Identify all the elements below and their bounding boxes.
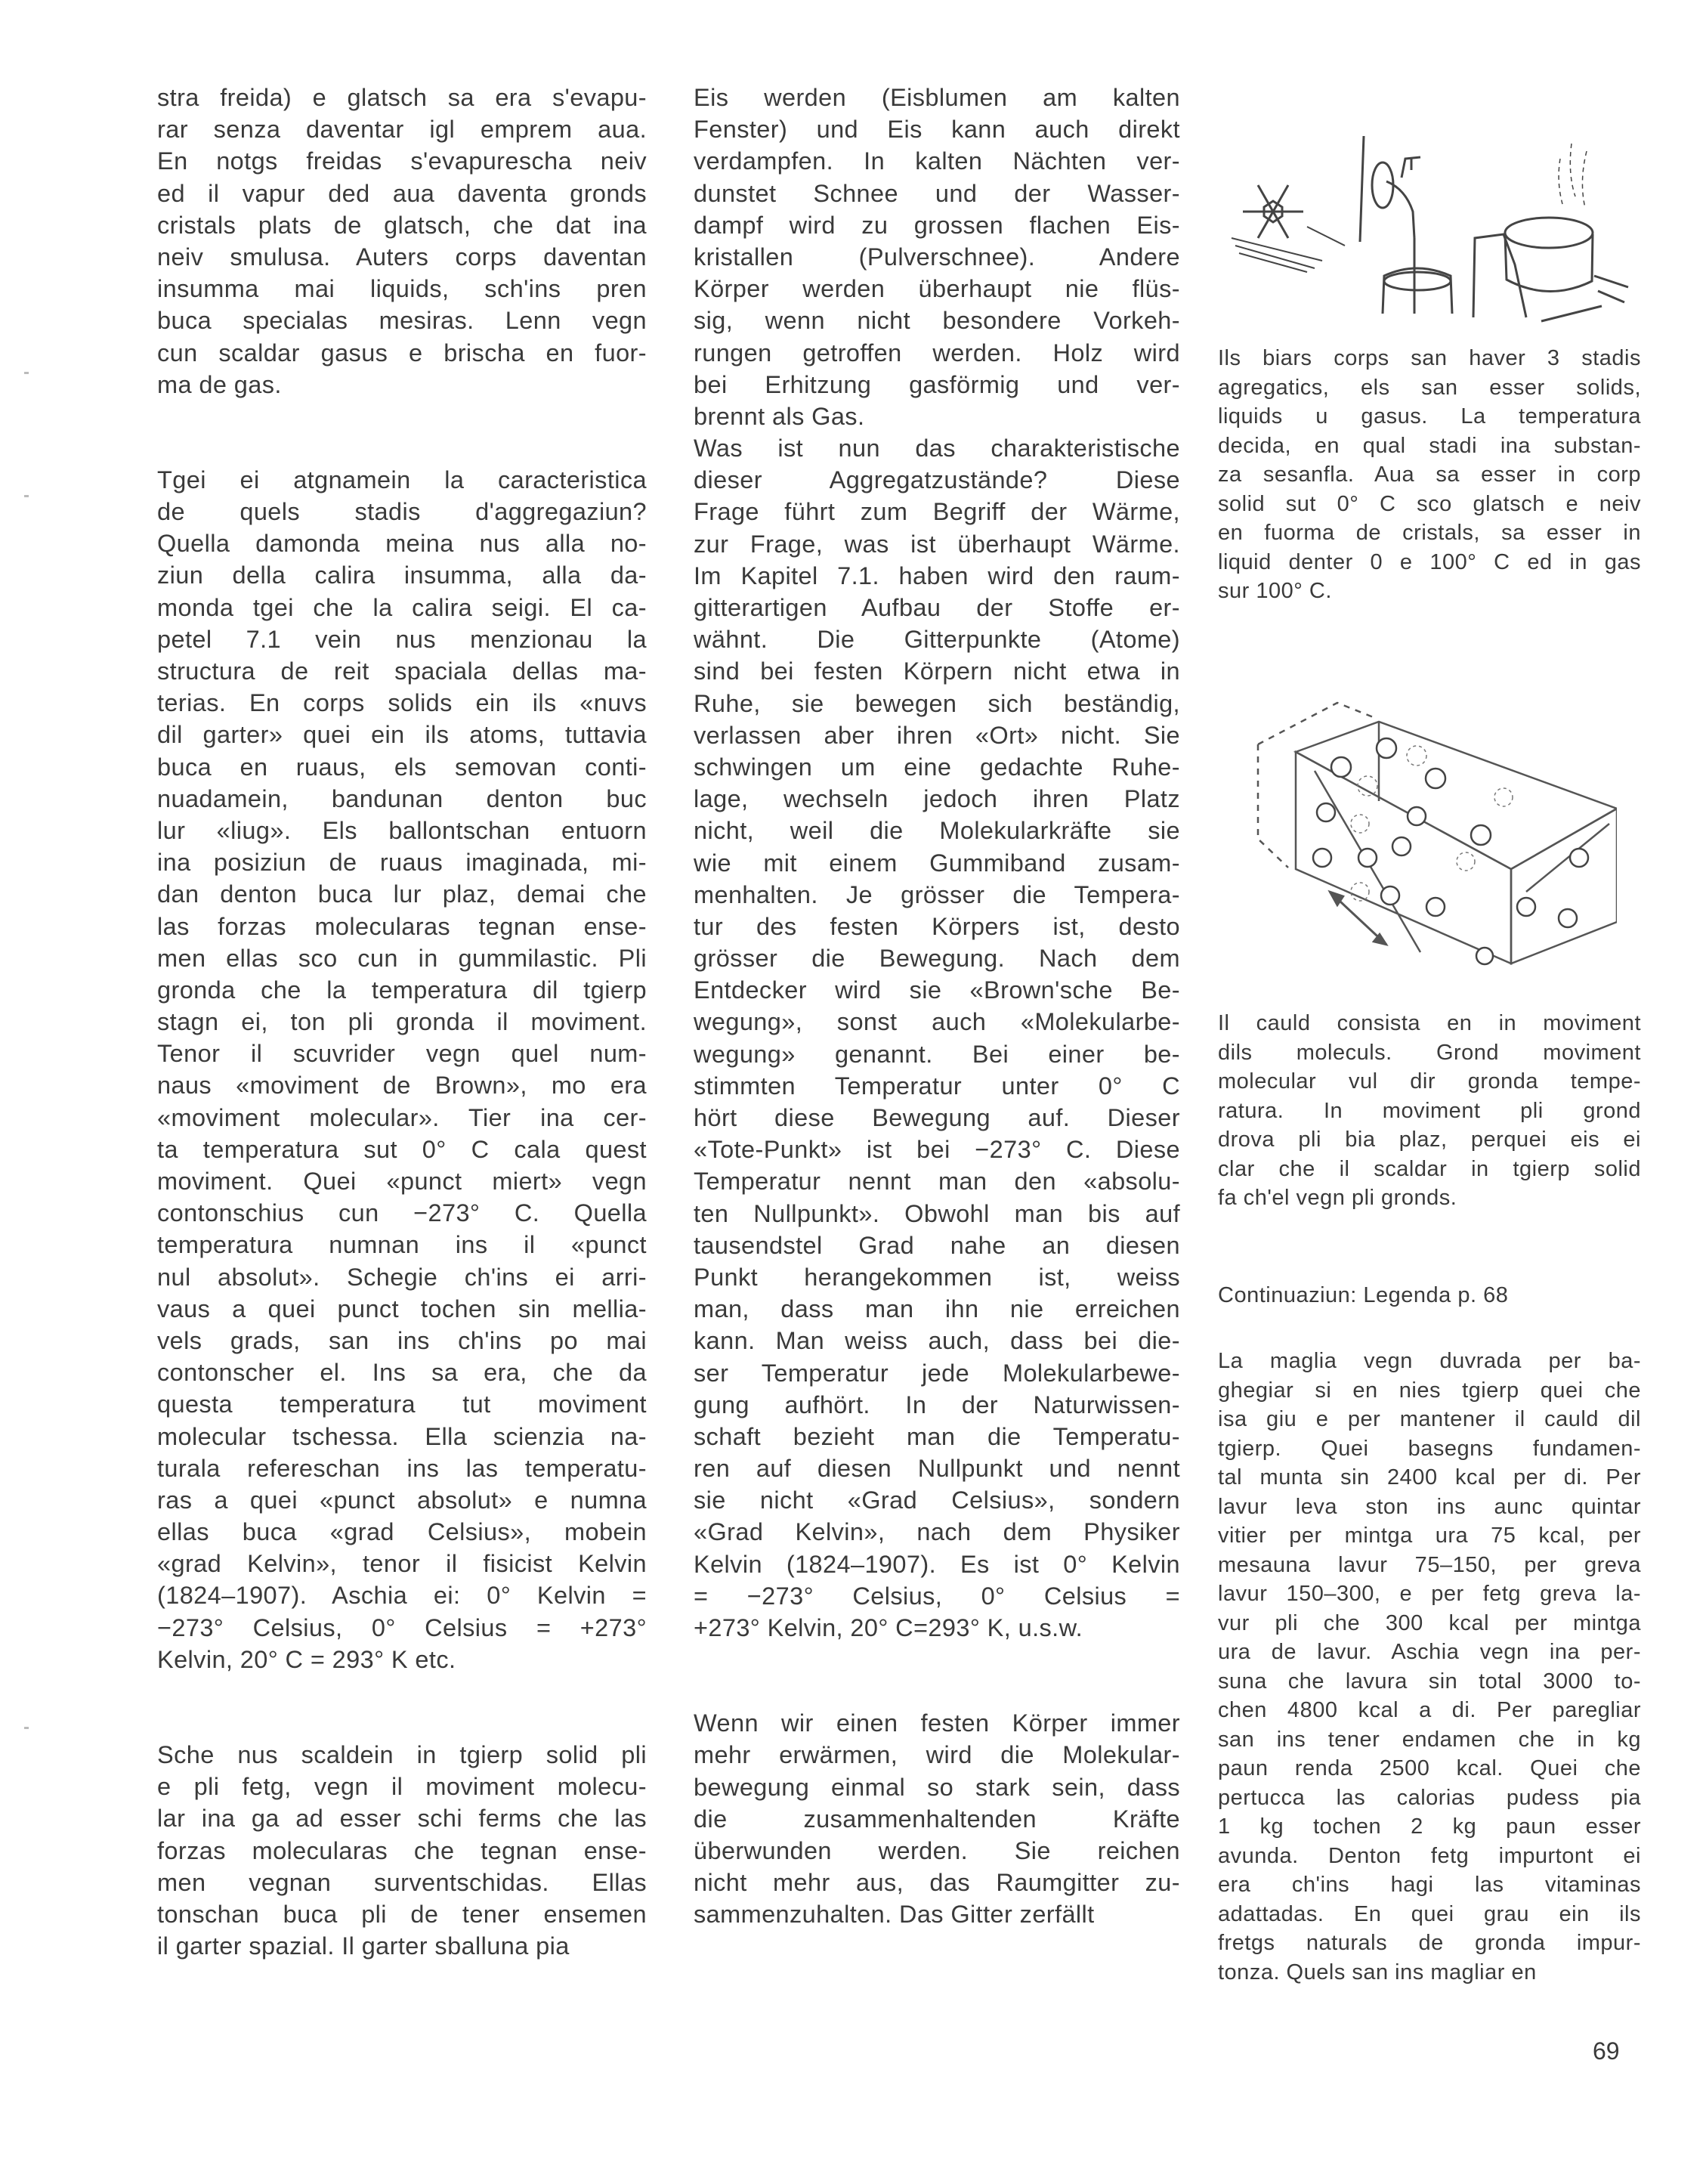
text-line: Punkt herangekommen ist, weiss (694, 1263, 1180, 1291)
text-line: fretgs naturals de gronda impur- (1218, 1931, 1641, 1955)
text-line: Wenn wir einen festen Körper immer (694, 1709, 1180, 1737)
text-line: mesauna lavur 75–150, per greva (1218, 1552, 1641, 1577)
text-line: tgierp. Quei basegns fundamen- (1218, 1436, 1641, 1461)
text-line: sie nicht «Grad Celsius», sondern (694, 1486, 1180, 1514)
text-line: molecular vul dir gronda tempe- (1218, 1069, 1641, 1094)
text-line: nicht mehr aus, das Raumgitter zu- (694, 1869, 1180, 1897)
scan-mark (24, 1727, 29, 1729)
text-line: structura de reit spaciala dellas ma- (157, 657, 647, 685)
text-line: en fuorma de cristals, sa esser in (1218, 521, 1641, 545)
text-line: vaus a quei punct tochen sin mellia- (157, 1295, 647, 1322)
text-line: chen 4800 kcal a di. Per paregliar (1218, 1698, 1641, 1722)
text-line: nuadamein, bandunan denton buc (157, 784, 647, 812)
text-line: hört diese Bewegung auf. Dieser (694, 1104, 1180, 1131)
text-line: ser Temperatur jede Molekularbewe- (694, 1359, 1180, 1387)
paragraph (157, 464, 647, 1675)
paragraph (694, 1707, 1180, 1930)
text-line: gung aufhört. In der Naturwissen- (694, 1391, 1180, 1418)
text-line: verdampfen. In kalten Nächten ver- (694, 147, 1180, 175)
text-line: lar ina ga ad esser schi ferms che las (157, 1805, 647, 1833)
text-line: lavur 150–300, e per fetg greva la- (1218, 1582, 1641, 1606)
text-line: gronda che la temperatura dil tgierp (157, 976, 647, 1004)
text-line: rungen getroffen werden. Holz wird (694, 339, 1180, 367)
text-line: brennt als Gas. (694, 402, 865, 430)
text-line: contonschius cun −273° C. Quella (157, 1199, 647, 1227)
text-line: las forzas molecularas tegnan ense- (157, 912, 647, 940)
text-line: paun renda 2500 kcal. Quei che (1218, 1756, 1641, 1780)
text-line: gitterartigen Aufbau der Stoffe er- (694, 594, 1180, 621)
text-line: cun scaldar gasus e brischa en fuor- (157, 339, 647, 367)
text-line: La maglia vegn duvrada per ba- (1218, 1349, 1641, 1373)
column-romansh-main (157, 82, 647, 1962)
text-line: Il cauld consista en in moviment (1218, 1011, 1641, 1035)
text-line: ed il vapur ded aua daventa gronds (157, 179, 647, 207)
states-of-matter-illustration (1216, 113, 1640, 333)
caption-text (1218, 344, 1641, 606)
text-line: ratura. In moviment pli grond (1218, 1098, 1641, 1123)
text-line: «grad Kelvin», tenor il fisicist Kelvin (157, 1550, 647, 1578)
text-line: sind bei festen Körpern nicht etwa in (694, 657, 1180, 685)
text-line: dampf wird zu grossen flachen Eis- (694, 211, 1180, 239)
text-line: era ch'ins hagi las vitaminas (1218, 1873, 1641, 1897)
text-line: men ellas sco cun in gummilastic. Pli (157, 944, 647, 972)
text-line: bewegung einmal so stark sein, dass (694, 1773, 1180, 1801)
text-line: solid sut 0° C sco glatsch e neiv (1218, 491, 1641, 516)
caption-states-of-matter (1218, 344, 1641, 606)
text-line: stra freida) e glatsch sa era s'evapu- (157, 84, 647, 111)
text-line: dil garter» quei ein ils atoms, tuttavia (157, 721, 647, 749)
continuation-note (1218, 1281, 1641, 1310)
text-line: Kelvin, 20° C = 293° K etc. (157, 1645, 456, 1673)
text-line: +273° Kelvin, 20° C=293° K, u.s.w. (694, 1614, 1083, 1641)
text-line: tal munta sin 2400 kcal per di. Per (1218, 1465, 1641, 1490)
text-line: vur pli che 300 kcal per mintga (1218, 1610, 1641, 1635)
text-line: ma de gas. (157, 370, 282, 398)
text-line: suna che lavura sin total 3000 to- (1218, 1669, 1641, 1694)
text-line: schaft bezieht man die Temperatu- (694, 1422, 1180, 1450)
text-line: überwunden werden. Sie reichen (694, 1836, 1180, 1864)
text-line: avunda. Denton fetg impurtont ei (1218, 1843, 1641, 1868)
text-line: lage, wechseln jedoch ihren Platz (694, 785, 1180, 813)
text-line: nul absolut». Schegie ch'ins ei arri- (157, 1263, 647, 1291)
text-line: ta temperatura sut 0° C cala quest (157, 1135, 647, 1163)
text-line: nicht, weil die Molekularkräfte sie (694, 817, 1180, 845)
text-line: ras a quei «punct absolut» e numna (157, 1486, 647, 1514)
page-number: 69 (1593, 2037, 1620, 2065)
text-line: Ruhe, sie bewegen sich beständig, (694, 689, 1180, 717)
scan-mark (24, 372, 29, 374)
atom-markers (1313, 738, 1588, 964)
text-line: san ins tener endamen che in kg (1218, 1727, 1641, 1752)
text-line: dils moleculs. Grond moviment (1218, 1040, 1641, 1065)
text-line: liquids u gasus. La temperatura (1218, 404, 1641, 428)
text-line: wie mit einem Gummiband zusam- (694, 849, 1180, 877)
caption-text (1218, 1009, 1641, 1213)
text-line: sig, wenn nicht besondere Vorkeh- (694, 307, 1180, 335)
text-line: wegung» genannt. Bei einer be- (694, 1040, 1180, 1068)
caption-molecular-motion (1218, 1009, 1641, 1213)
text-line: ghegiar si en nies tgierp quei che (1218, 1378, 1641, 1403)
text-line: stimmten Temperatur unter 0° C (694, 1072, 1180, 1100)
text-line: molecular tschessa. Ella scienzia na- (157, 1422, 647, 1450)
text-line: za sesanfla. Aua sa esser in corp (1218, 462, 1641, 487)
text-line: tausendstel Grad nahe an diesen (694, 1231, 1180, 1259)
text-line: turala refereschan ins las temperatu- (157, 1454, 647, 1482)
column-german-main (694, 82, 1180, 1931)
text-line: stagn ei, ton pli gronda il moviment. (157, 1008, 647, 1036)
text-line: isa giu e per mantener il cauld dil (1218, 1407, 1641, 1431)
text-line: = −273° Celsius, 0° Celsius = (694, 1582, 1180, 1610)
text-line: vitier per mintga ura 75 kcal, per (1218, 1524, 1641, 1548)
text-line: insumma mai liquids, sch'ins pren (157, 275, 647, 303)
text-line: ina posiziun de ruaus imaginada, mi- (157, 849, 647, 877)
text-line: Tgei ei atgnamein la caracteristica (157, 466, 647, 493)
text-line: dan denton buca lur plaz, demai che (157, 880, 647, 908)
crystal-lattice-illustration (1224, 665, 1617, 982)
text-line: decida, en qual stadi ina substan- (1218, 433, 1641, 458)
text-line: Quella damonda meina nus alla no- (157, 530, 647, 558)
legend-nutrition (1218, 1347, 1641, 1987)
text-line: En notgs freidas s'evapurescha neiv (157, 147, 647, 175)
text-line: cristals plats de glatsch, che dat ina (157, 211, 647, 239)
text-line: buca en ruaus, els semovan conti- (157, 753, 647, 781)
text-line: 1 kg tochen 2 kg paun esser (1218, 1814, 1641, 1839)
text-line: e pli fetg, vegn il moviment molecu- (157, 1773, 647, 1801)
text-line: «moviment molecular». Tier ina cer- (157, 1103, 647, 1131)
text-line: menhalten. Je grösser die Tempera- (694, 880, 1180, 908)
cooking-pot-icon (1473, 144, 1628, 321)
text-line: verlassen aber ihren «Ort» nicht. Sie (694, 721, 1180, 749)
text-line: petel 7.1 vein nus menzionau la (157, 625, 647, 653)
paragraph (157, 1739, 647, 1962)
text-line: Fenster) und Eis kann auch direkt (694, 116, 1180, 144)
text-line: terias. En corps solids ein ils «nuvs (157, 689, 647, 717)
text-line: pertucca las calorias pudess pia (1218, 1785, 1641, 1810)
text-line: dunstet Schnee und der Wasser- (694, 179, 1180, 207)
text-line: die zusammenhaltenden Kräfte (694, 1805, 1180, 1833)
text-line: Kelvin (1824–1907). Es ist 0° Kelvin (694, 1550, 1180, 1578)
text-line: agregatics, els san esser solids, (1218, 375, 1641, 400)
paragraph (694, 82, 1180, 432)
text-line: tonschan buca pli de tener ensemen (157, 1900, 647, 1928)
text-line: lavur leva ston ins aunc quintar (1218, 1494, 1641, 1519)
text-line: de quels stadis d'aggregaziun? (157, 498, 647, 526)
text-line: ellas buca «grad Celsius», mobein (157, 1518, 647, 1546)
text-line: ziun della calira insumma, alla da- (157, 561, 647, 589)
text-line: «Grad Kelvin», nach dem Physiker (694, 1518, 1180, 1546)
text-line: sammenzuhalten. Das Gitter zerfällt (694, 1901, 1095, 1929)
text-line: rar senza daventar igl emprem aua. (157, 116, 647, 144)
text-line: naus «moviment de Brown», mo era (157, 1072, 647, 1100)
paragraph (694, 432, 1180, 1644)
text-line: vels grads, san ins ch'ins po mai (157, 1326, 647, 1354)
text-line: mehr erwärmen, wird die Molekular- (694, 1741, 1180, 1769)
text-line: temperatura numnan ins il «punct (157, 1231, 647, 1259)
text-line: forzas molecularas che tegnan ense- (157, 1836, 647, 1864)
text-line: kann. Man weiss auch, dass bei die- (694, 1327, 1180, 1355)
text-line: men vegnan surventschidas. Ellas (157, 1868, 647, 1896)
text-line: wähnt. Die Gitterpunkte (Atome) (694, 626, 1180, 654)
text-line: schwingen um eine gedachte Ruhe- (694, 753, 1180, 781)
text-line: sur 100° C. (1218, 579, 1332, 603)
text-line: drova pli bia plaz, perquei eis ei (1218, 1128, 1641, 1152)
text-line: ten Nullpunkt». Obwohl man bis auf (694, 1199, 1180, 1227)
paragraph (157, 82, 647, 401)
text-line: man, dass man ihn nie erreichen (694, 1295, 1180, 1323)
text-line: Sche nus scaldein in tgierp solid pli (157, 1741, 647, 1768)
text-line: «Tote-Punkt» ist bei −273° C. Diese (694, 1136, 1180, 1164)
text-line: Frage führt zum Begriff der Wärme, (694, 498, 1180, 526)
text-line: zur Frage, was ist überhaupt Wärme. (694, 530, 1180, 558)
text-line: bei Erhitzung gasförmig und ver- (694, 370, 1180, 398)
text-line: Was ist nun das charakteristische (694, 435, 1180, 462)
text-line: wegung», sonst auch «Molekularbe- (694, 1008, 1180, 1036)
text-line: Körper werden überhaupt nie flüs- (694, 275, 1180, 303)
text-line: tur des festen Körpers ist, desto (694, 912, 1180, 940)
text-line: contonscher el. Ins sa era, che da (157, 1359, 647, 1387)
text-line: kristallen (Pulverschnee). Andere (694, 243, 1180, 271)
text-line: tonza. Quels san ins magliar en (1218, 1960, 1537, 1984)
text-line: neiv smulusa. Auters corps daventan (157, 243, 647, 271)
text-line: grösser die Bewegung. Nach dem (694, 945, 1180, 973)
text-line: Temperatur nennt man den «absolu- (694, 1168, 1180, 1196)
text-line: lur «liug». Els ballontschan entuorn (157, 816, 647, 844)
text-line: Ils biars corps san haver 3 stadis (1218, 346, 1641, 370)
text-line: fa ch'el vegn pli gronds. (1218, 1186, 1457, 1210)
text-line: moviment. Quei «punct miert» vegn (157, 1168, 647, 1195)
text-line: dieser Aggregatzustände? Diese (694, 466, 1180, 494)
text-line: buca specialas mesiras. Lenn vegn (157, 307, 647, 335)
legend-text (1218, 1347, 1641, 1987)
text-line: Im Kapitel 7.1. haben wird den raum- (694, 561, 1180, 589)
text-line: il garter spazial. Il garter sballuna pia (157, 1932, 570, 1960)
text-line: liquid denter 0 e 100° C ed in gas (1218, 549, 1641, 574)
text-line: questa temperatura tut moviment (157, 1391, 647, 1418)
text-line: ren auf diesen Nullpunkt und nennt (694, 1455, 1180, 1483)
text-line: clar che il scaldar in tgierp solid (1218, 1156, 1641, 1181)
text-line: (1824–1907). Aschia ei: 0° Kelvin = (157, 1582, 647, 1610)
text-line: Entdecker wird sie «Brown'sche Be- (694, 976, 1180, 1004)
text-line: −273° Celsius, 0° Celsius = +273° (157, 1613, 647, 1641)
continuation-label: Continuaziun: Legenda p. 68 (1218, 1283, 1509, 1307)
text-line: monda tgei che la calira seigi. El ca- (157, 593, 647, 621)
text-line: ura de lavur. Aschia vegn ina per- (1218, 1640, 1641, 1664)
snowflake-icon (1232, 185, 1345, 272)
text-line: Tenor il scuvrider vegn quel num- (157, 1040, 647, 1068)
scan-mark (24, 495, 29, 497)
text-line: adattadas. En quei grau ein ils (1218, 1901, 1641, 1926)
tap-icon (1360, 136, 1452, 314)
text-line: Eis werden (Eisblumen am kalten (694, 84, 1180, 111)
